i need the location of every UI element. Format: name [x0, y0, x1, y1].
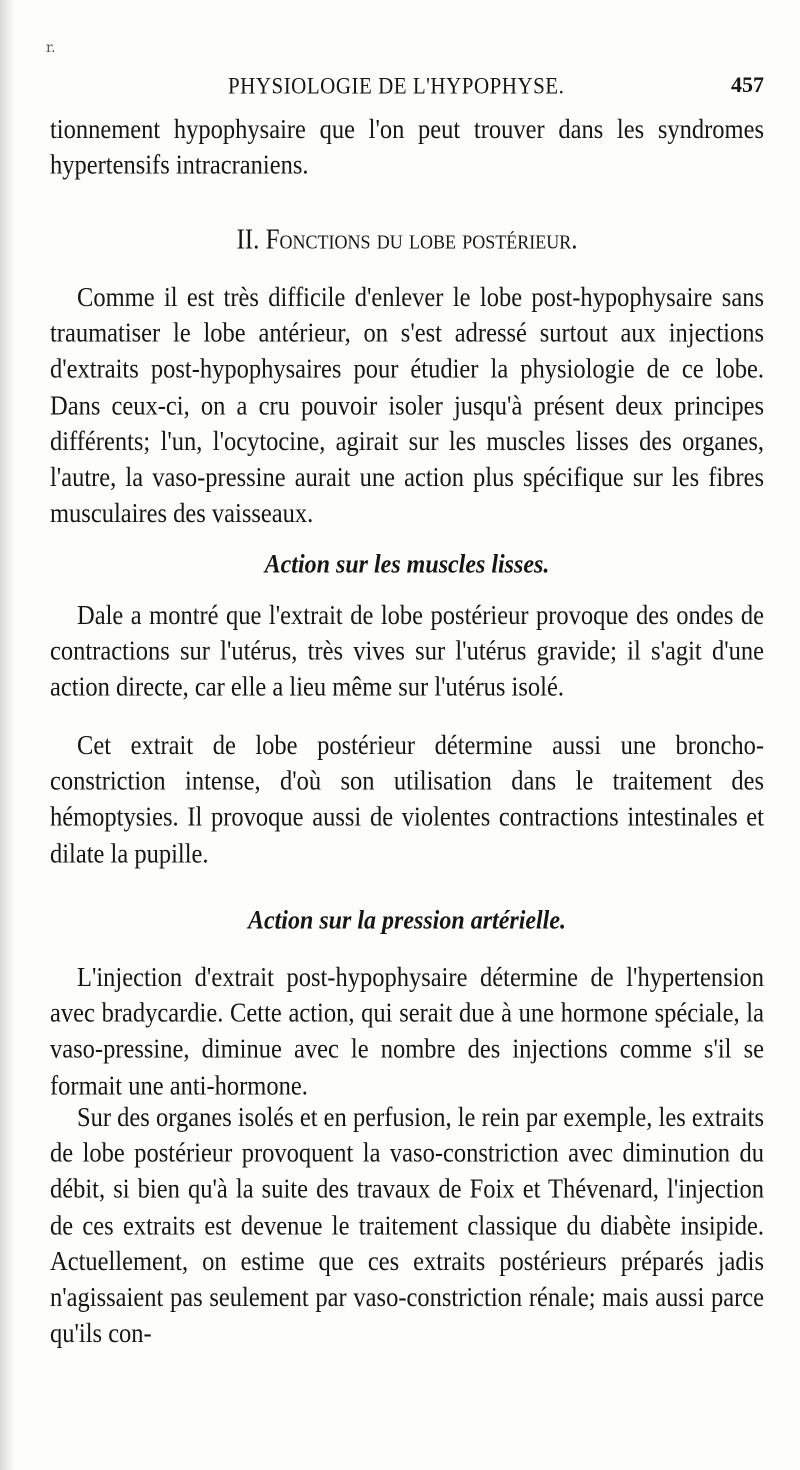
subheading-smooth-muscles: Action sur les muscles lisses. — [264, 550, 550, 580]
paragraph-dale: Dale a montré que l'extrait de lobe postérieur provoque des ondes de contractions sur l'utérus, très vives sur l'utérus gravide; il s'agit d'une action directe, car elle a lieu même sur l'utérus isolé. — [50, 600, 764, 703]
running-title: PHYSIOLOGIE DE L'HYPOPHYSE. — [228, 72, 565, 99]
page-number: 457 — [731, 72, 764, 97]
paragraph-isolated-organs: Sur des organes isolés et en perfusion, le rein par exemple, les extraits de lobe postérieur provoquent la vaso-constriction avec diminution du débit, si bien qu'à la suite des travaux de Foix et Thévenard, l'injection de ces extraits est devenue le traitement classique du diabète insipide. Actuellement, on estime que ces extraits postérieurs préparés jadis n'agissaient pas seulement par vaso-constriction rénale; mais aussi parce qu'ils con- — [50, 1102, 764, 1349]
corner-mark: r. — [46, 40, 56, 56]
paragraph-continuation: tionnement hypophysaire que l'on peut trouver dans les syndromes hypertensifs intracraniens. — [50, 114, 764, 181]
paragraph-posterior-lobe: Comme il est très difficile d'enlever le lobe post-hypophysaire sans traumatiser le lobe antérieur, on s'est adressé surtout aux injections d'extraits post-hypophysaires pour étudier la physiologie de ce lobe. Dans ceux-ci, on a cru pouvoir isoler jusqu'à présent deux principes différents; l'un, l'ocytocine, agirait sur les muscles lisses des organes, l'autre, la vaso-pressine aurait une action plus spécifique sur les fibres musculaires des vaisseaux. — [50, 282, 764, 529]
paragraph-bronchoconstriction: Cet extrait de lobe postérieur détermine aussi une broncho-constriction intense, d'où son utilisation dans le traitement des hémoptysies. Il provoque aussi de violentes contractions intestinales et dilate la pupille. — [50, 730, 764, 869]
section-heading — [50, 225, 764, 274]
running-head — [50, 72, 764, 102]
subheading-arterial-pressure: Action sur la pression artérielle. — [247, 906, 567, 936]
text-block — [50, 112, 764, 1370]
section-heading-number: II. — [236, 225, 260, 256]
paragraph-hypertension: L'injection d'extrait post-hypophysaire détermine de l'hypertension avec bradycardie. Cette action, qui serait due à une hormone spéciale, la vaso-pressine, diminue avec le nombre des injections comme s'il se formait une anti-hormone. — [50, 962, 764, 1101]
section-heading-text: Fonctions du lobe postérieur. — [265, 225, 578, 256]
page-gutter-shadow — [0, 0, 14, 1470]
